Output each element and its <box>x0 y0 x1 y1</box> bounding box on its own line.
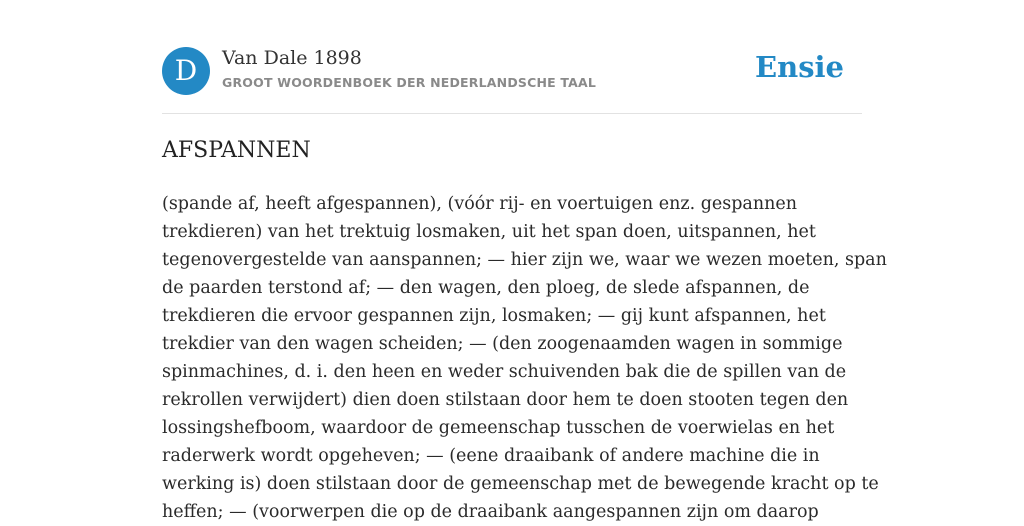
definition-line: de paarden terstond af; — den wagen, den ploeg, de slede afspannen, de <box>162 278 810 298</box>
dictionary-avatar[interactable]: D <box>162 47 210 95</box>
dictionary-title[interactable]: Van Dale 1898 <box>222 47 362 69</box>
definition-line: rekrollen verwijdert) dien doen stilstaan door hem te doen stooten tegen den <box>162 390 849 410</box>
brand-logo[interactable]: Ensie <box>755 50 844 84</box>
page-title: AFSPANNEN <box>162 138 311 163</box>
definition-line: heffen; — (voorwerpen die op de draaibank aangespannen zijn om daarop <box>162 502 819 522</box>
definition-line: lossingshefboom, waardoor de gemeenschap tusschen de voerwielas en het <box>162 418 835 438</box>
definition-line: trekdieren die ervoor gespannen zijn, losmaken; — gij kunt afspannen, het <box>162 306 826 326</box>
definition-text <box>162 190 887 526</box>
dictionary-header <box>162 46 862 96</box>
definition-line: trekdieren) van het trektuig losmaken, uit het span doen, uitspannen, het <box>162 222 816 242</box>
definition-line: trekdier van den wagen scheiden; — (den zoogenaamden wagen in sommige <box>162 334 843 354</box>
definition-line: spinmachines, d. i. den heen en weder schuivenden bak die de spillen van de <box>162 362 847 382</box>
definition-line: tegenovergestelde van aanspannen; — hier zijn we, waar we wezen moeten, span <box>162 250 887 270</box>
definition-line: (spande af, heeft afgespannen), (vóór rij- en voertuigen enz. gespannen <box>162 194 798 214</box>
definition-line: raderwerk wordt opgeheven; — (eene draaibank of andere machine die in <box>162 446 820 466</box>
definition-line: werking is) doen stilstaan door de gemeenschap met de bewegende kracht op te <box>162 474 879 494</box>
dictionary-subtitle: GROOT WOORDENBOEK DER NEDERLANDSCHE TAAL <box>222 75 597 90</box>
header-divider <box>162 113 862 114</box>
